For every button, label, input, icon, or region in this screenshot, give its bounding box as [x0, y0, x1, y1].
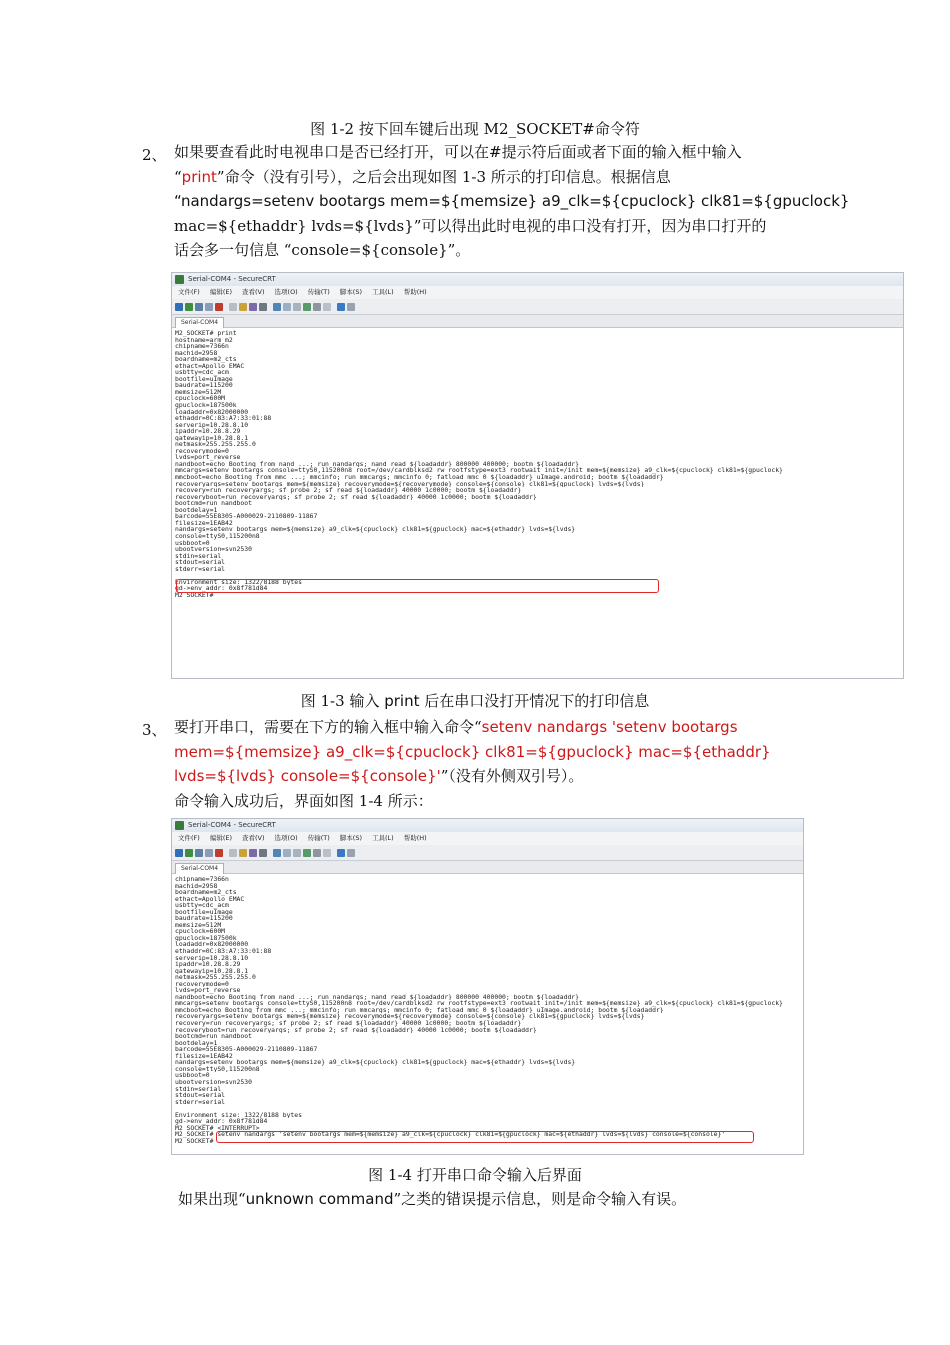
terminal-line: chipname=7366n	[175, 876, 229, 883]
menu-edit[interactable]: 编辑(E)	[209, 288, 232, 296]
terminal-line: nandargs=setenv bootargs mem=${memsize} a9_clk=${cpuclock} clk81=${gpuclock} mac=${ethaddr} lvds=${lvds}	[175, 1059, 576, 1066]
terminal-line: gatewayip=10.28.8.1	[175, 434, 249, 442]
menu-help[interactable]: 帮助(H)	[403, 834, 427, 842]
step-3-number: 3、	[142, 721, 167, 739]
step-2-line-4: mac=${ethaddr} lvds=${lvds}”可以得出此时电视的串口没有打开，因为串口打开的	[174, 216, 767, 235]
securecrt-app-icon	[175, 275, 184, 284]
terminal-line: serverip=10.28.8.10	[175, 421, 249, 429]
script-icon[interactable]	[313, 303, 321, 311]
terminal-line: filesize=1EAB42	[175, 519, 233, 527]
disconnect-icon[interactable]	[215, 849, 223, 857]
quote-open: “	[174, 167, 182, 186]
menu-options[interactable]: 选项(O)	[274, 834, 298, 842]
terminal-line: ethaddr=0C:83:A7:33:01:88	[175, 948, 272, 955]
menu-tools[interactable]: 工具(L)	[371, 288, 394, 296]
terminal-line: ethact=Apollo EMAC	[175, 895, 245, 903]
window-title: Serial-COM4 - SecureCRT	[188, 275, 276, 283]
session-tab[interactable]: Serial-COM4	[175, 317, 224, 328]
terminal-line: usbboot=0	[175, 1072, 210, 1079]
figure-1-4-securecrt-window	[171, 818, 804, 1155]
step-2-number: 2、	[142, 146, 167, 164]
terminal-line: ubootversion=svn2530	[175, 546, 252, 553]
terminal-line: cpuclock=600M	[175, 928, 226, 935]
terminal-line: loadaddr=0x82000000	[175, 941, 249, 949]
terminal-output[interactable]	[172, 874, 803, 1144]
terminal-line: stdout=serial	[175, 559, 226, 566]
copy-icon[interactable]	[229, 303, 237, 311]
window-titlebar	[172, 273, 903, 286]
transfer-icon[interactable]	[323, 303, 331, 311]
terminal-line: recoverymode=0	[175, 447, 229, 455]
terminal-line: netmask=255.255.255.0	[175, 441, 256, 448]
terminal-line: gpuclock=187500k	[175, 934, 237, 942]
terminal-line: M2_SOCKET# <INTERRUPT>	[175, 1124, 260, 1132]
connect-tab-icon[interactable]	[195, 849, 203, 857]
terminal-line: bootdelay=1	[175, 506, 218, 514]
step-2-line-5: 话会多一句信息 “console=${console}”。	[174, 241, 471, 259]
terminal-line: lvds=port_reverse	[175, 454, 241, 461]
step-2-line-2-rest: ”命令（没有引号），之后会出现如图 1-3 所示的打印信息。根据信息	[216, 167, 671, 186]
session-tab-bar	[172, 315, 903, 328]
menu-options[interactable]: 选项(O)	[274, 288, 298, 296]
terminal-line: hostname=arm_m2	[175, 336, 233, 344]
terminal-line: recovery=run recoveryargs; sf probe 2; sf read ${loadaddr} 40000 1c0000; bootm ${loadaddr}	[175, 487, 522, 494]
terminal-line: mmcargs=setenv bootargs console=ttyS0,115200n8 root=/dev/cardblksd2 rw rootfstype=ext3 rootwait init=/init mem=${memsize} a9_clk=${cpuclock} clk81=${gpuclock}	[175, 467, 783, 475]
terminal-line: machid=2958	[175, 882, 218, 890]
setenv-command-part-3: lvds=${lvds} console=${console}'	[174, 767, 441, 785]
terminal-line: stderr=serial	[175, 1098, 226, 1106]
window-title: Serial-COM4 - SecureCRT	[188, 821, 276, 829]
setenv-command-part-2: mem=${memsize} a9_clk=${cpuclock} clk81=${gpuclock} mac=${ethaddr}	[174, 742, 771, 761]
terminal-line: netmask=255.255.255.0	[175, 974, 256, 981]
terminal-line: nandboot=echo Booting from nand ...; run nandargs; nand read ${loadaddr} 800000 400000; bootm ${loadaddr}	[175, 460, 579, 468]
terminal-line: recoverymode=0	[175, 980, 229, 988]
menu-help[interactable]: 帮助(H)	[403, 288, 427, 296]
terminal-line: filesize=1EAB42	[175, 1052, 233, 1060]
terminal-line: console=ttyS0,115200n8	[175, 1065, 260, 1073]
error-note-suffix: ”之类的错误提示信息，则是命令输入有误。	[393, 1190, 687, 1208]
terminal-line: M2_SOCKET# print	[175, 330, 237, 337]
terminal-line: barcode=55E8305-A000029-2110809-11867	[175, 513, 318, 520]
terminal-line: recoveryboot=run recoveryargs; sf probe 2; sf read ${loadaddr} 40000 1c0000; bootm ${loadaddr}	[175, 1026, 537, 1034]
terminal-line: chipname=7366n	[175, 343, 229, 350]
terminal-line: memsize=512M	[175, 388, 222, 396]
window-titlebar	[172, 819, 803, 832]
terminal-line: nandboot=echo Booting from nand ...; run nandargs; nand read ${loadaddr} 800000 400000; bootm ${loadaddr}	[175, 993, 579, 1001]
setenv-command-part-1: setenv nandargs 'setenv bootargs	[481, 718, 738, 736]
terminal-line: gpuclock=187500k	[175, 402, 237, 409]
error-note	[178, 1187, 686, 1212]
step-3-line-4: 命令输入成功后，界面如图 1-4 所示：	[174, 791, 433, 810]
terminal-line: recovery=run recoveryargs; sf probe 2; sf read ${loadaddr} 40000 1c0000; bootm ${loadaddr}	[175, 1020, 522, 1027]
terminal-line: cpuclock=600M	[175, 395, 226, 403]
sftp-icon[interactable]	[293, 849, 301, 857]
caption-1-3-suffix: 后在串口没打开情况下的打印信息	[419, 692, 650, 710]
paste-icon[interactable]	[239, 303, 247, 311]
settings-icon[interactable]	[273, 849, 281, 857]
terminal-line: ipaddr=10.28.8.29	[175, 428, 241, 435]
step-2-line-2	[174, 165, 849, 190]
terminal-line: console=ttyS0,115200n8	[175, 532, 260, 540]
figure-1-3-securecrt-window	[171, 272, 904, 679]
about-icon[interactable]	[347, 849, 355, 857]
terminal-line: mmcargs=setenv bootargs console=ttyS0,115200n8 root=/dev/cardblksd2 rw rootfstype=ext3 rootwait init=/init mem=${memsize} a9_clk=${cpuclock} clk81=${gpuclock}	[175, 1000, 783, 1007]
terminal-line: ipaddr=10.28.8.29	[175, 961, 241, 968]
menu-file[interactable]: 文件(F)	[178, 288, 200, 296]
copy-icon[interactable]	[229, 849, 237, 857]
terminal-line: ubootversion=svn2530	[175, 1078, 252, 1086]
caption-figure-1-4: 图 1-4 打开串口命令输入后界面	[368, 1166, 582, 1184]
terminal-line: baudrate=115200	[175, 382, 233, 389]
terminal-line: usbtty=cdc_acm	[175, 902, 229, 909]
keymap-icon[interactable]	[303, 849, 311, 857]
terminal-line: baudrate=115200	[175, 915, 233, 922]
terminal-line: M2_SOCKET#	[175, 1137, 214, 1145]
terminal-line: bootdelay=1	[175, 1039, 218, 1047]
menu-edit[interactable]: 编辑(E)	[209, 834, 232, 842]
connect-tab-icon[interactable]	[195, 303, 203, 311]
menu-file[interactable]: 文件(F)	[178, 834, 200, 842]
highlight-setenv-command	[216, 1131, 754, 1143]
print-icon[interactable]	[259, 849, 267, 857]
terminal-line: lvds=port_reverse	[175, 987, 241, 994]
print-command: print	[181, 167, 217, 186]
connect-icon[interactable]	[175, 303, 183, 311]
terminal-line: memsize=512M	[175, 921, 222, 929]
terminal-line: M2_SOCKET# setenv nandargs 'setenv bootargs mem=${memsize} a9_clk=${cpuclock} clk81=${gpuclock} mac=${ethaddr} lvds=${lvds} console=${console}'	[175, 1131, 726, 1138]
toolbar	[172, 299, 903, 315]
reconnect-icon[interactable]	[205, 303, 213, 311]
step-2-line-3: “nandargs=setenv bootargs mem=${memsize} a9_clk=${cpuclock} clk81=${gpuclock}	[174, 192, 850, 210]
terminal-line: ethact=Apollo EMAC	[175, 362, 245, 370]
global-options-icon[interactable]	[283, 303, 291, 311]
step-3-line-3	[174, 764, 771, 789]
terminal-line: usbtty=cdc_acm	[175, 369, 229, 376]
terminal-line: mmcboot=echo Booting from mmc ...; mmcinfo; run mmcargs; mmcinfo 0; fatload mmc 0 ${loadaddr} uImage.android; bootm ${loadaddr}	[175, 474, 664, 481]
terminal-line: nandargs=setenv bootargs mem=${memsize} a9_clk=${cpuclock} clk81=${gpuclock} mac=${ethaddr} lvds=${lvds}	[175, 526, 576, 533]
terminal-line: gatewayip=10.28.8.1	[175, 967, 249, 975]
menu-bar	[172, 832, 803, 845]
reconnect-icon[interactable]	[205, 849, 213, 857]
terminal-line: gd->env_addr: 0x8f781d84	[175, 585, 268, 592]
unknown-command-text: unknown command	[245, 1190, 394, 1208]
session-tab-bar	[172, 861, 803, 874]
find-icon[interactable]	[249, 849, 257, 857]
print-icon[interactable]	[259, 303, 267, 311]
step-3-line-3-suffix: ”（没有外侧双引号）。	[440, 767, 584, 785]
terminal-line: M2_SOCKET#	[175, 591, 214, 599]
session-tab[interactable]: Serial-COM4	[175, 863, 224, 874]
terminal-line: recoveryargs=setenv bootargs mem=${memsize} recoverymode=${recoverymode} console=${console} clk81=${gpuclock} lvds=${lvds}	[175, 480, 645, 488]
step-2-line-1: 如果要查看此时电视串口是否已经打开，可以在#提示符后面或者下面的输入框中输入	[174, 143, 742, 161]
script-icon[interactable]	[313, 849, 321, 857]
toolbar	[172, 845, 803, 861]
terminal-line: bootcmd=run nandboot	[175, 500, 252, 507]
menu-tools[interactable]: 工具(L)	[371, 834, 394, 842]
global-options-icon[interactable]	[283, 849, 291, 857]
terminal-line: barcode=55E8305-A000029-2110809-11867	[175, 1046, 318, 1053]
terminal-line: ethaddr=0C:83:A7:33:01:88	[175, 415, 272, 422]
terminal-line: mmcboot=echo Booting from mmc ...; mmcinfo; run mmcargs; mmcinfo 0; fatload mmc 0 ${loadaddr} uImage.android; bootm ${loadaddr}	[175, 1006, 664, 1014]
caption-figure-1-3	[0, 690, 950, 711]
menu-script[interactable]: 脚本(S)	[339, 288, 362, 296]
keymap-icon[interactable]	[303, 303, 311, 311]
terminal-line: bootfile=uImage	[175, 908, 233, 916]
connect-icon[interactable]	[175, 849, 183, 857]
terminal-line: loadaddr=0x82000000	[175, 408, 249, 416]
caption-1-3-prefix: 图 1-3 输入	[300, 692, 385, 710]
transfer-icon[interactable]	[323, 849, 331, 857]
disconnect-icon[interactable]	[215, 303, 223, 311]
sftp-icon[interactable]	[293, 303, 301, 311]
about-icon[interactable]	[347, 303, 355, 311]
terminal-line: boardname=m2_cts	[175, 889, 237, 896]
terminal-line: stdin=serial	[175, 1085, 222, 1093]
menu-bar	[172, 286, 903, 299]
menu-script[interactable]: 脚本(S)	[339, 834, 362, 842]
terminal-line: gd->env_addr: 0x8f781d84	[175, 1118, 268, 1125]
menu-view[interactable]: 查看(V)	[242, 288, 265, 296]
terminal-line: Environment size: 1322/8188 bytes	[175, 1111, 302, 1119]
terminal-output[interactable]	[172, 328, 903, 598]
error-note-prefix: 如果出现“	[178, 1190, 246, 1208]
step-3-paragraph	[174, 715, 771, 813]
settings-icon[interactable]	[273, 303, 281, 311]
quick-connect-icon[interactable]	[185, 303, 193, 311]
caption-figure-1-2: 图 1-2 按下回车键后出现 M2_SOCKET#命令符	[310, 120, 640, 138]
terminal-line: stdout=serial	[175, 1092, 226, 1099]
quick-connect-icon[interactable]	[185, 849, 193, 857]
terminal-line: usbboot=0	[175, 539, 210, 547]
terminal-line: stderr=serial	[175, 565, 226, 573]
terminal-line: bootcmd=run nandboot	[175, 1033, 252, 1040]
securecrt-app-icon	[175, 821, 184, 830]
highlight-nandargs-line	[176, 579, 659, 593]
step-2-paragraph	[174, 140, 849, 263]
help-icon[interactable]	[337, 303, 345, 311]
menu-transfer[interactable]: 传输(T)	[307, 834, 330, 842]
find-icon[interactable]	[249, 303, 257, 311]
step-3-line-1	[174, 715, 771, 740]
terminal-line: recoveryboot=run recoveryargs; sf probe 2; sf read ${loadaddr} 40000 1c0000; bootm ${loadaddr}	[175, 493, 537, 501]
terminal-line: stdin=serial	[175, 552, 222, 560]
menu-view[interactable]: 查看(V)	[242, 834, 265, 842]
caption-1-3-command: print	[384, 692, 420, 710]
terminal-line: machid=2958	[175, 349, 218, 357]
menu-transfer[interactable]: 传输(T)	[307, 288, 330, 296]
terminal-line: serverip=10.28.8.10	[175, 954, 249, 962]
paste-icon[interactable]	[239, 849, 247, 857]
terminal-line: recoveryargs=setenv bootargs mem=${memsize} recoverymode=${recoverymode} console=${console} clk81=${gpuclock} lvds=${lvds}	[175, 1013, 645, 1021]
help-icon[interactable]	[337, 849, 345, 857]
step-3-line-1-prefix: 要打开串口，需要在下方的输入框中输入命令“	[174, 718, 482, 736]
terminal-line: Environment size: 1322/8188 bytes	[175, 578, 302, 586]
terminal-line: bootfile=uImage	[175, 375, 233, 383]
terminal-line: boardname=m2_cts	[175, 356, 237, 363]
